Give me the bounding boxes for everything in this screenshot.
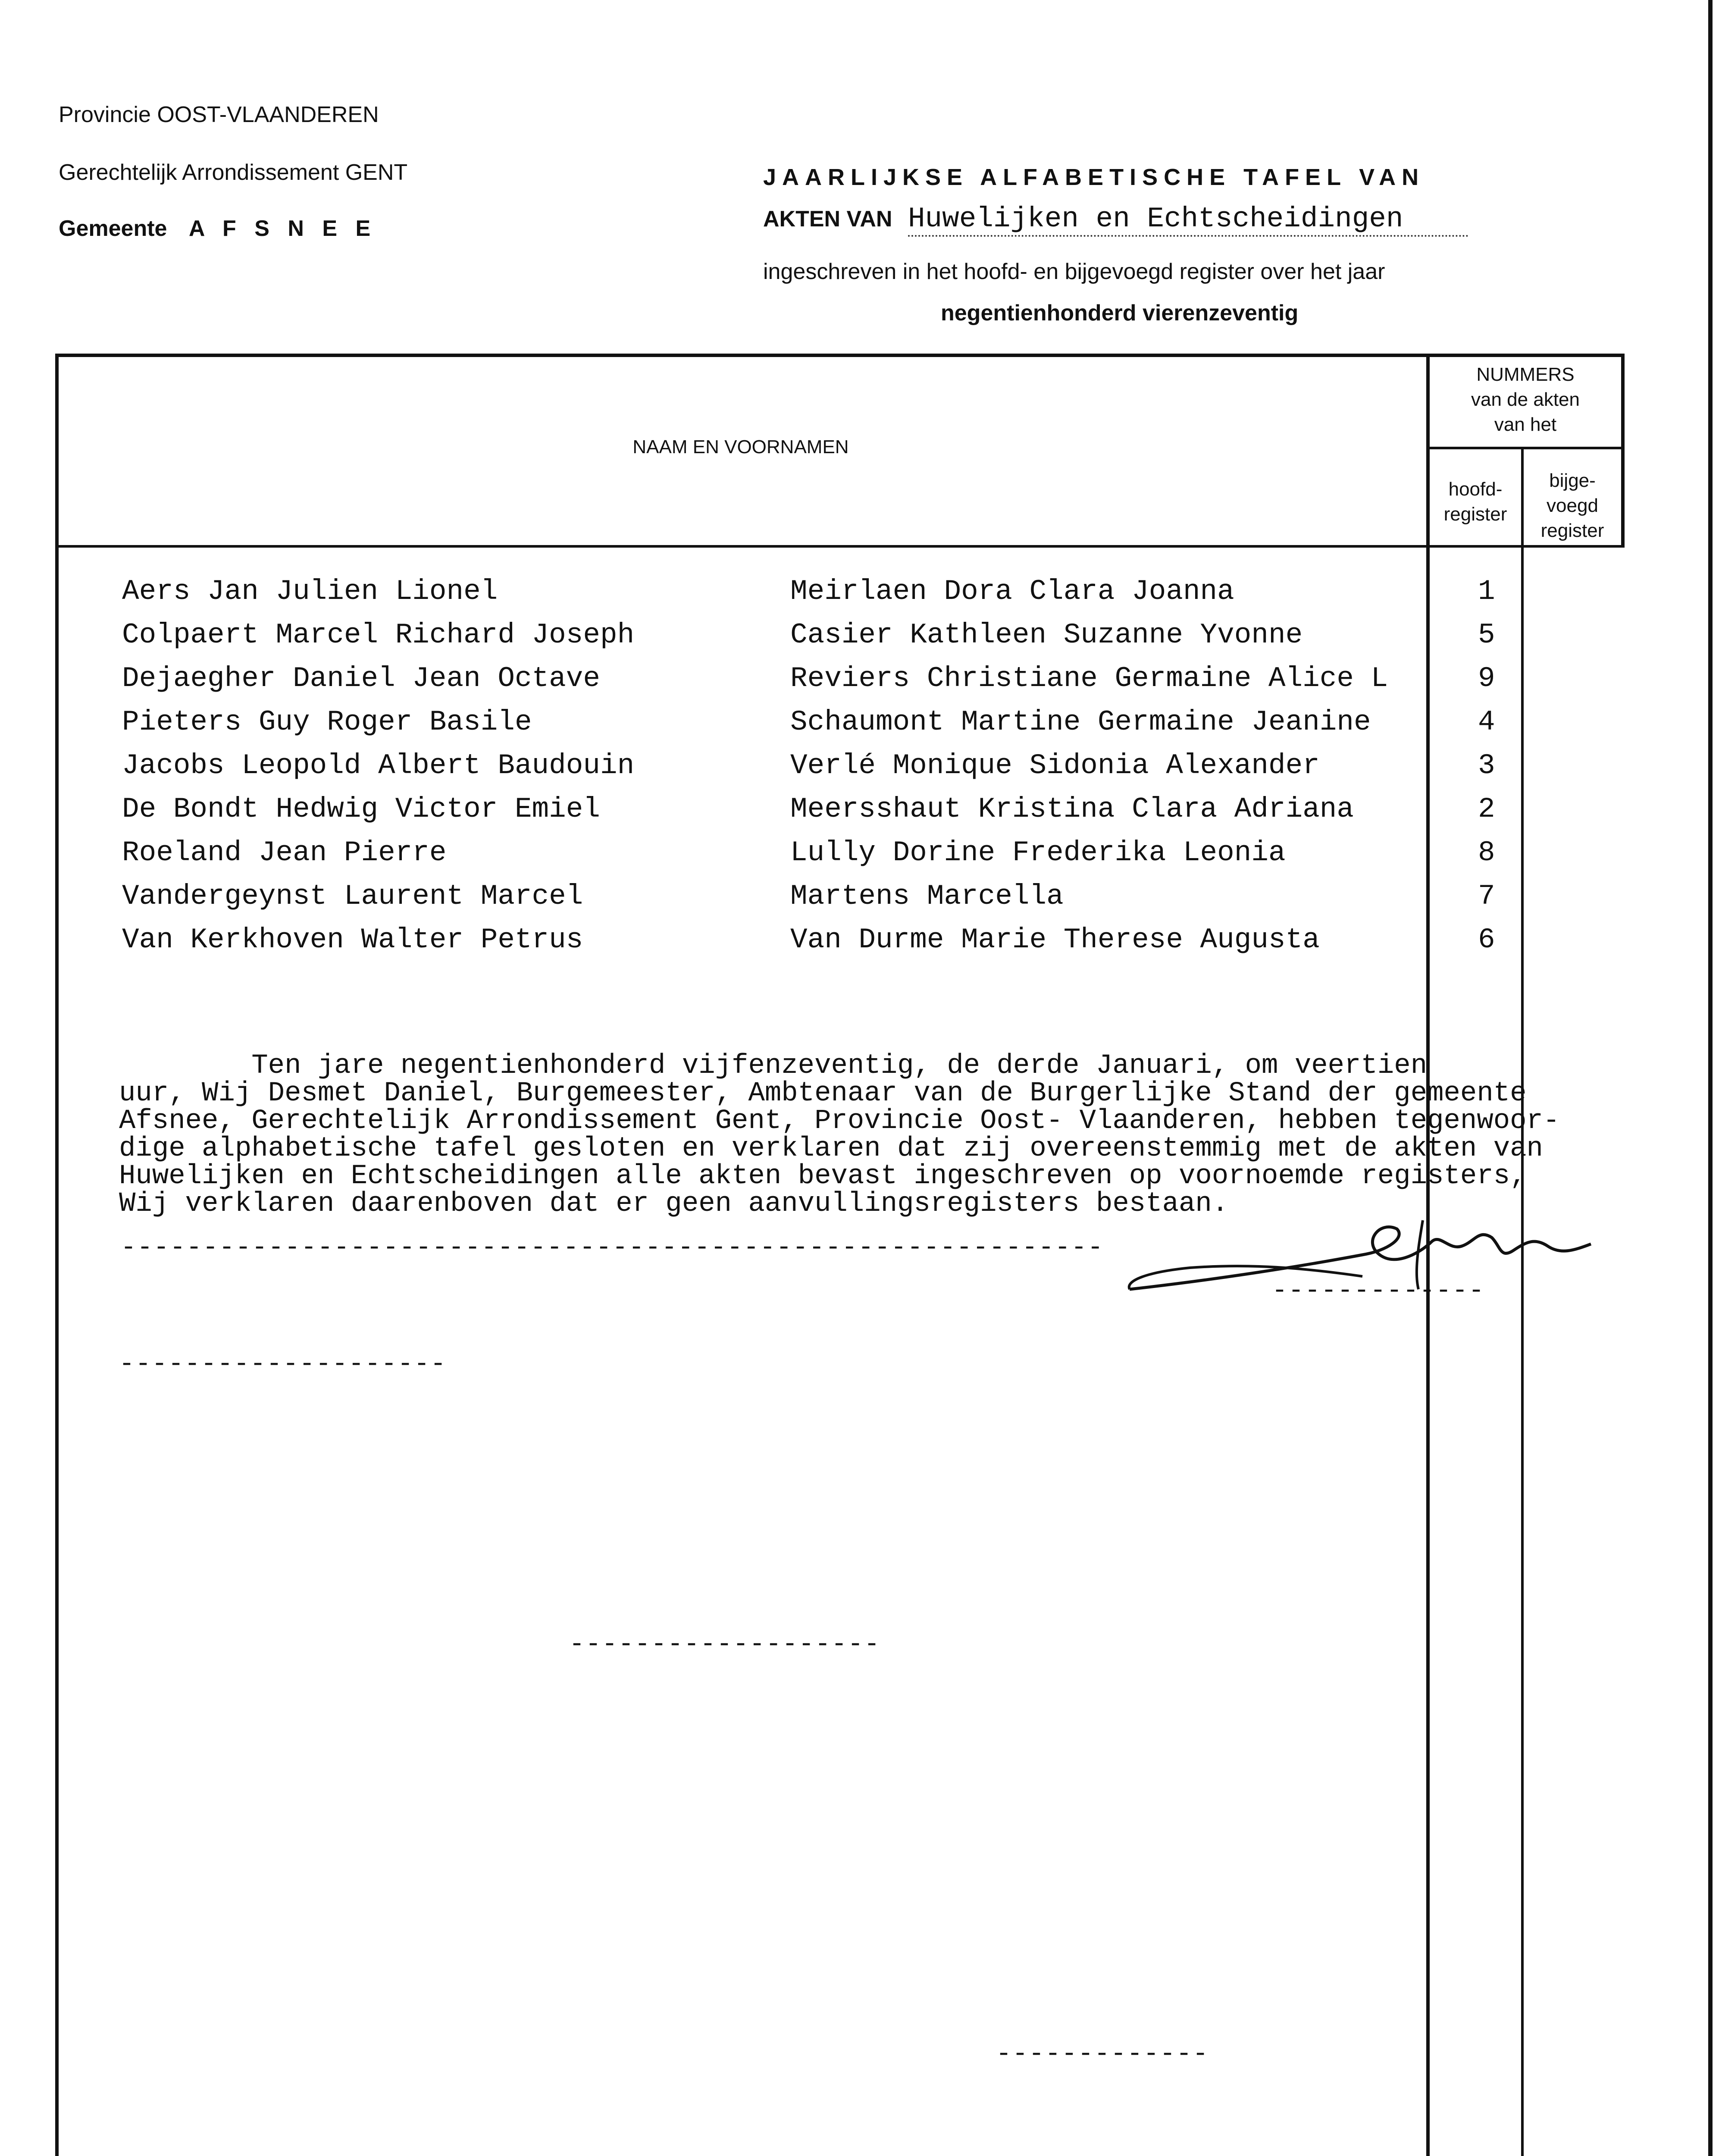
col-header-bijge xyxy=(1524,468,1621,543)
table-row xyxy=(55,619,1625,662)
subtitle: ingeschreven in het hoofd- en bijgevoegd register over het jaar xyxy=(763,259,1385,284)
act-number: 5 xyxy=(1478,619,1495,651)
col-header-hoofd-line1: hoofd- xyxy=(1448,479,1503,500)
col-header-numbers-line2: van de akten xyxy=(1471,389,1580,410)
akten-line xyxy=(763,203,1468,237)
gemeente-label: Gemeente xyxy=(59,216,167,241)
act-number: 1 xyxy=(1478,575,1495,608)
husband-name: Jacobs Leopold Albert Baudouin xyxy=(122,749,635,782)
husband-name: Colpaert Marcel Richard Joseph xyxy=(122,619,635,651)
blank-dash-line-1: -------------------- xyxy=(119,1350,447,1379)
table-row xyxy=(55,749,1625,793)
akten-value: Huwelijken en Echtscheidingen xyxy=(908,203,1468,237)
signature-dash-line: ------------- xyxy=(1272,1276,1485,1306)
akten-label: AKTEN VAN xyxy=(763,207,892,232)
table-row xyxy=(55,575,1625,619)
page-frame-right xyxy=(1708,0,1713,2156)
act-number: 7 xyxy=(1478,880,1495,912)
husband-name: Pieters Guy Roger Basile xyxy=(122,706,532,738)
table-row xyxy=(55,880,1625,924)
closing-line: Wij verklaren daarenboven dat er geen aanvullingsregisters bestaan. xyxy=(119,1188,1229,1219)
wife-name: Schaumont Martine Germaine Jeanine xyxy=(790,706,1371,738)
wife-name: Verlé Monique Sidonia Alexander xyxy=(790,749,1320,782)
husband-name: Aers Jan Julien Lionel xyxy=(122,575,498,608)
table-row xyxy=(55,837,1625,880)
husband-name: Van Kerkhoven Walter Petrus xyxy=(122,924,583,956)
wife-name: Casier Kathleen Suzanne Yvonne xyxy=(790,619,1303,651)
document-title: JAARLIJKSE ALFABETISCHE TAFEL VAN xyxy=(763,164,1425,190)
col-header-name: NAAM EN VOORNAMEN xyxy=(632,436,849,458)
closing-statement xyxy=(119,1052,1680,1218)
col-header-hoofd-line2: register xyxy=(1443,504,1507,525)
col-header-numbers-line3: van het xyxy=(1494,414,1557,435)
arrondissement-label: Gerechtelijk Arrondissement GENT xyxy=(59,160,408,185)
table-right-border xyxy=(1621,357,1625,547)
blank-dash-line-2: ------------------- xyxy=(569,1630,881,1659)
closing-line: dige alphabetische tafel gesloten en verklaren dat zij overeenstemmig met de akten van xyxy=(119,1133,1543,1164)
husband-name: Roeland Jean Pierre xyxy=(122,837,447,869)
husband-name: Vandergeynst Laurent Marcel xyxy=(122,880,583,912)
closing-line: Afsnee, Gerechtelijk Arrondissement Gent, Provincie Oost- Vlaanderen, hebben tegenwoor- xyxy=(119,1106,1560,1137)
act-number: 9 xyxy=(1478,662,1495,695)
wife-name: Meersshaut Kristina Clara Adriana xyxy=(790,793,1354,825)
gemeente-line xyxy=(59,216,376,241)
col-header-bijge-line1: bijge- xyxy=(1549,470,1596,491)
table-row xyxy=(55,706,1625,749)
act-number: 8 xyxy=(1478,837,1495,869)
col-header-hoofd xyxy=(1430,477,1521,527)
numbers-subheader-line xyxy=(1426,447,1625,449)
act-number: 2 xyxy=(1478,793,1495,825)
col-header-bijge-line3: register xyxy=(1540,520,1604,541)
wife-name: Reviers Christiane Germaine Alice L xyxy=(790,662,1388,695)
table-row xyxy=(55,924,1625,967)
closing-line: Ten jare negentienhonderd vijfenzeventig, de derde Januari, om veertien xyxy=(119,1050,1428,1081)
act-number: 6 xyxy=(1478,924,1495,956)
gemeente-name: A F S N E E xyxy=(188,216,377,241)
blank-dash-line-3: ------------- xyxy=(996,2040,1209,2069)
act-number: 4 xyxy=(1478,706,1495,738)
col-header-numbers xyxy=(1430,362,1621,437)
wife-name: Meirlaen Dora Clara Joanna xyxy=(790,575,1234,608)
wife-name: Lully Dorine Frederika Leonia xyxy=(790,837,1286,869)
closing-line: uur, Wij Desmet Daniel, Burgemeester, Ambtenaar van de Burgerlijke Stand der gemeente xyxy=(119,1078,1527,1109)
wife-name: Van Durme Marie Therese Augusta xyxy=(790,924,1320,956)
col-header-numbers-line1: NUMMERS xyxy=(1476,364,1575,385)
closing-line: Huwelijken en Echtscheidingen alle akten bevast ingeschreven op voornoemde registers, xyxy=(119,1161,1527,1192)
husband-name: De Bondt Hedwig Victor Emiel xyxy=(122,793,600,825)
wife-name: Martens Marcella xyxy=(790,880,1064,912)
husband-name: Dejaegher Daniel Jean Octave xyxy=(122,662,600,695)
province-label: Provincie OOST-VLAANDEREN xyxy=(59,102,379,127)
closing-dash-line: ------------------------------------------------------------ xyxy=(121,1233,1104,1263)
header-bottom-line xyxy=(55,545,1625,548)
col-header-bijge-line2: voegd xyxy=(1547,495,1598,516)
table-row xyxy=(55,793,1625,837)
table-row xyxy=(55,662,1625,706)
act-number: 3 xyxy=(1478,749,1495,782)
year-words: negentienhonderd vierenzeventig xyxy=(941,301,1299,326)
